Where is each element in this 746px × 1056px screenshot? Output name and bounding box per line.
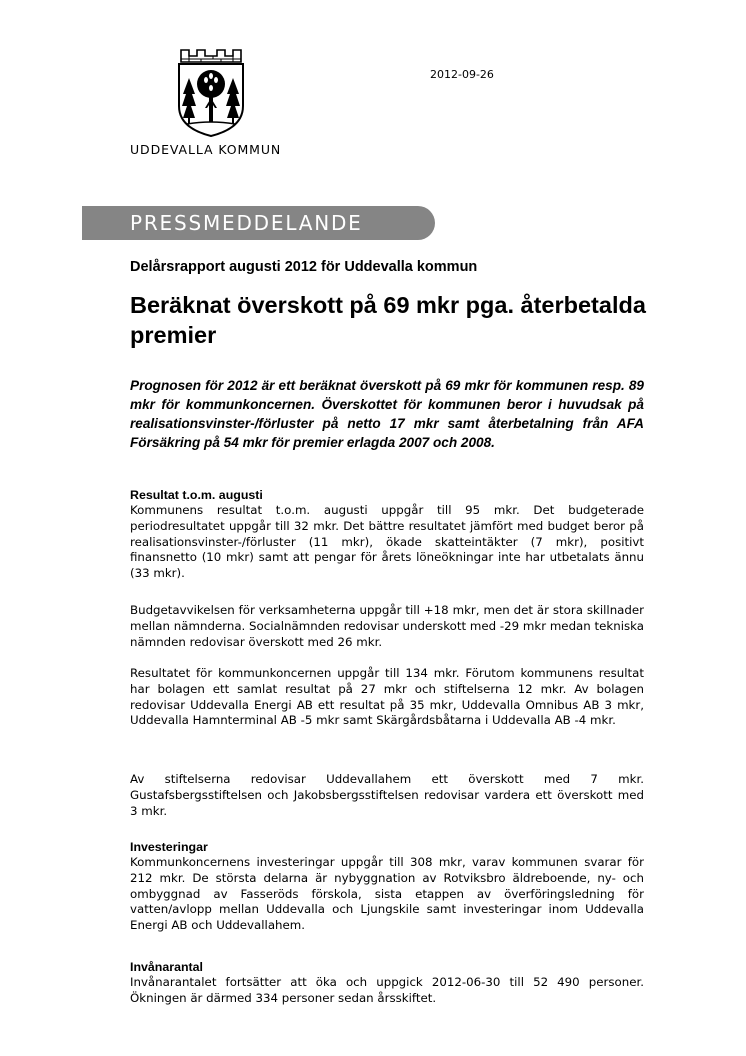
headline: Beräknat överskott på 69 mkr pga. återbetalda premier <box>130 292 646 348</box>
population-heading: Invånarantal <box>130 960 203 974</box>
coat-of-arms-icon <box>175 48 247 138</box>
investments-section <box>130 840 644 934</box>
investments-text: Kommunkoncernens investeringar uppgår till 308 mkr, varav kommunen svarar för 212 mkr. De största delarna är nybyggnation av Rotviksbro äldreboende, ny- och ombyggnad av Fasseröds förskola, sista etappen av överföringsledning för vatten/avlopp mellan Uddevalla och Ljungskile samt investeringar inom Uddevalla Energi AB och Uddevallahem. <box>130 855 644 933</box>
results-heading: Resultat t.o.m. augusti <box>130 488 263 502</box>
results-text: Kommunens resultat t.o.m. augusti uppgår till 95 mkr. Det budgeterade periodresultatet uppgår till 32 mkr. Det bättre resultatet jämfört med budget beror på realisationsvinster-/förluster (11 mkr), ökade skatteintäkter (7 mkr), positivt finansnetto (10 mkr) samt att pengar för årets löneökningar inte har utbetalats ännu (33 mkr). <box>130 503 644 581</box>
results-section <box>130 488 644 582</box>
lead-paragraph: Prognosen för 2012 är ett beräknat överskott på 69 mkr för kommunen resp. 89 mkr för kommunkoncernen. Överskottet för kommunen beror i huvudsak på realisationsvinster-/förluster på netto 17 mkr samt återbetalning från AFA Försäkring på 54 mkr för premier erlagda 2007 och 2008. <box>130 378 644 450</box>
group-paragraph: Resultatet för kommunkoncernen uppgår till 134 mkr. Förutom kommunens resultat har bolagen ett samlat resultat på 27 mkr och stiftelserna 12 mkr. Av bolagen redovisar Uddevalla Energi AB ett resultat på 35 mkr, Uddevalla Omnibus AB 3 mkr, Uddevalla Hamnterminal AB -5 mkr samt Skärgårdsbåtarna i Uddevalla AB -4 mkr. <box>130 666 644 728</box>
investments-heading: Investeringar <box>130 840 208 854</box>
organization-name: UDDEVALLA KOMMUN <box>130 142 282 157</box>
report-subtitle: Delårsrapport augusti 2012 för Uddevalla kommun <box>130 259 478 275</box>
foundations-paragraph: Av stiftelserna redovisar Uddevallahem ett överskott med 7 mkr. Gustafsbergsstiftelsen och Jakobsbergsstiftelsen redovisar vardera ett överskott med 3 mkr. <box>130 772 644 818</box>
population-section <box>130 960 644 1007</box>
banner-label: PRESSMEDDELANDE <box>130 211 363 235</box>
press-release-banner <box>82 206 435 240</box>
budget-paragraph: Budgetavvikelsen för verksamheterna uppgår till +18 mkr, men det är stora skillnader mellan nämnderna. Socialnämnden redovisar underskott med -29 mkr medan tekniska nämnden redovisar överskott med 26 mkr. <box>130 603 644 649</box>
release-date: 2012-09-26 <box>430 68 494 81</box>
population-text: Invånarantalet fortsätter att öka och uppgick 2012-06-30 till 52 490 personer. Ökningen är därmed 334 personer sedan årsskiftet. <box>130 975 644 1005</box>
